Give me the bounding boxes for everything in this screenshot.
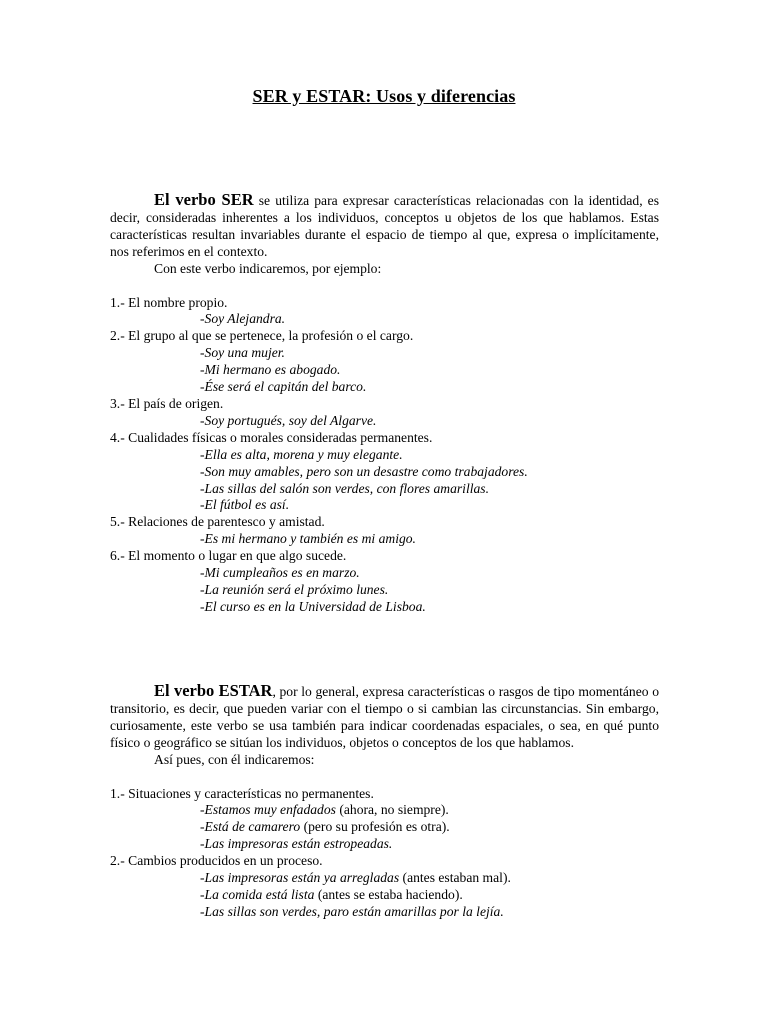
example-italic-text: -Ella es alta, morena y muy elegante. <box>200 446 403 462</box>
example-italic-text: -Las impresoras están estropeadas. <box>200 836 393 852</box>
usage-item-label: 2.- El grupo al que se pertenece, la profesión o el cargo. <box>110 328 414 344</box>
example-italic-text: -El curso es en la Universidad de Lisboa. <box>200 598 426 614</box>
example-italic-text: -Soy portugués, soy del Algarve. <box>200 412 377 428</box>
ser-section <box>110 192 659 616</box>
example-sentence <box>110 870 659 887</box>
usage-item-label: 1.- El nombre propio. <box>110 294 228 310</box>
example-italic-text: -Es mi hermano y también es mi amigo. <box>200 531 416 547</box>
example-sentence <box>110 464 659 481</box>
example-sentence <box>110 379 659 396</box>
example-italic-text: -Ése será el capitán del barco. <box>200 379 367 395</box>
spacer <box>110 769 659 786</box>
example-italic-text: -Estamos muy enfadados <box>200 802 336 818</box>
estar-usage-list <box>110 786 659 921</box>
example-sentence <box>110 887 659 904</box>
example-italic-text: -Las impresoras están ya arregladas <box>200 870 400 886</box>
example-italic-text: -Son muy amables, pero son un desastre como trabajadores. <box>200 463 528 479</box>
estar-followup: Así pues, con él indicaremos: <box>154 751 315 767</box>
example-italic-text: -Está de camarero <box>200 819 301 835</box>
example-sentence <box>110 802 659 819</box>
example-note-text: (pero su profesión es otra). <box>300 819 450 835</box>
example-sentence <box>110 413 659 430</box>
example-sentence <box>110 599 659 616</box>
page-title: SER y ESTAR: Usos y diferencias <box>252 86 516 106</box>
usage-item-label: 2.- Cambios producidos en un proceso. <box>110 853 323 869</box>
usage-item-label: 4.- Cualidades físicas o morales consideradas permanentes. <box>110 429 433 445</box>
example-italic-text: -Las sillas son verdes, paro están amarillas por la lejía. <box>200 903 504 919</box>
ser-lead: El verbo SER <box>154 190 254 209</box>
example-italic-text: -Mi cumpleaños es en marzo. <box>200 565 360 581</box>
example-sentence <box>110 565 659 582</box>
usage-item-label: 6.- El momento o lugar en que algo sucede. <box>110 548 347 564</box>
ser-followup: Con este verbo indicaremos, por ejemplo: <box>154 260 382 276</box>
example-italic-text: -El fútbol es así. <box>200 497 290 513</box>
estar-intro-text: , por lo general, expresa características o rasgos de tipo momentáneo o transitorio, es decir, que pueden variar con el tiempo o si cambian las circunstancias. Sin embargo, curiosamente, este verbo se usa también para indicar coordenadas espaciales, o sea, en qué punto físico o geográfico se sitúan los individuos, objetos o conceptos de los que hablamos. <box>110 684 659 750</box>
example-sentence <box>110 447 659 464</box>
example-sentence <box>110 582 659 599</box>
estar-intro-paragraph <box>110 683 659 752</box>
ser-intro-text: se utiliza para expresar características relacionadas con la identidad, es decir, consideradas inherentes a los individuos, conceptos u objetos de los que hablamos. Estas características resultan invariables durante el espacio de tiempo al que, expresa o implícitamente, nos referimos en el contexto. <box>110 193 660 259</box>
example-sentence <box>110 481 659 498</box>
example-sentence <box>110 836 659 853</box>
example-sentence <box>110 531 659 548</box>
example-sentence <box>110 362 659 379</box>
ser-intro-paragraph <box>110 192 659 261</box>
spacer <box>110 278 659 295</box>
example-italic-text: -Soy Alejandra. <box>200 311 286 327</box>
estar-lead: El verbo ESTAR <box>154 681 273 700</box>
example-sentence <box>110 819 659 836</box>
usage-item-label: 1.- Situaciones y características no permanentes. <box>110 785 374 801</box>
estar-section <box>110 683 659 921</box>
usage-item-label: 3.- El país de origen. <box>110 395 224 411</box>
example-sentence <box>110 497 659 514</box>
ser-usage-list <box>110 295 659 616</box>
example-sentence <box>110 311 659 328</box>
example-italic-text: -Mi hermano es abogado. <box>200 362 341 378</box>
example-sentence <box>110 904 659 921</box>
example-italic-text: -Soy una mujer. <box>200 345 285 361</box>
example-note-text: (ahora, no siempre). <box>335 802 449 818</box>
example-note-text: (antes se estaba haciendo). <box>314 886 463 902</box>
example-italic-text: -Las sillas del salón son verdes, con flores amarillas. <box>200 480 489 496</box>
example-italic-text: -La comida está lista <box>200 886 315 902</box>
example-note-text: (antes estaban mal). <box>399 870 511 886</box>
example-sentence <box>110 345 659 362</box>
example-italic-text: -La reunión será el próximo lunes. <box>200 581 389 597</box>
usage-item-label: 5.- Relaciones de parentesco y amistad. <box>110 514 325 530</box>
